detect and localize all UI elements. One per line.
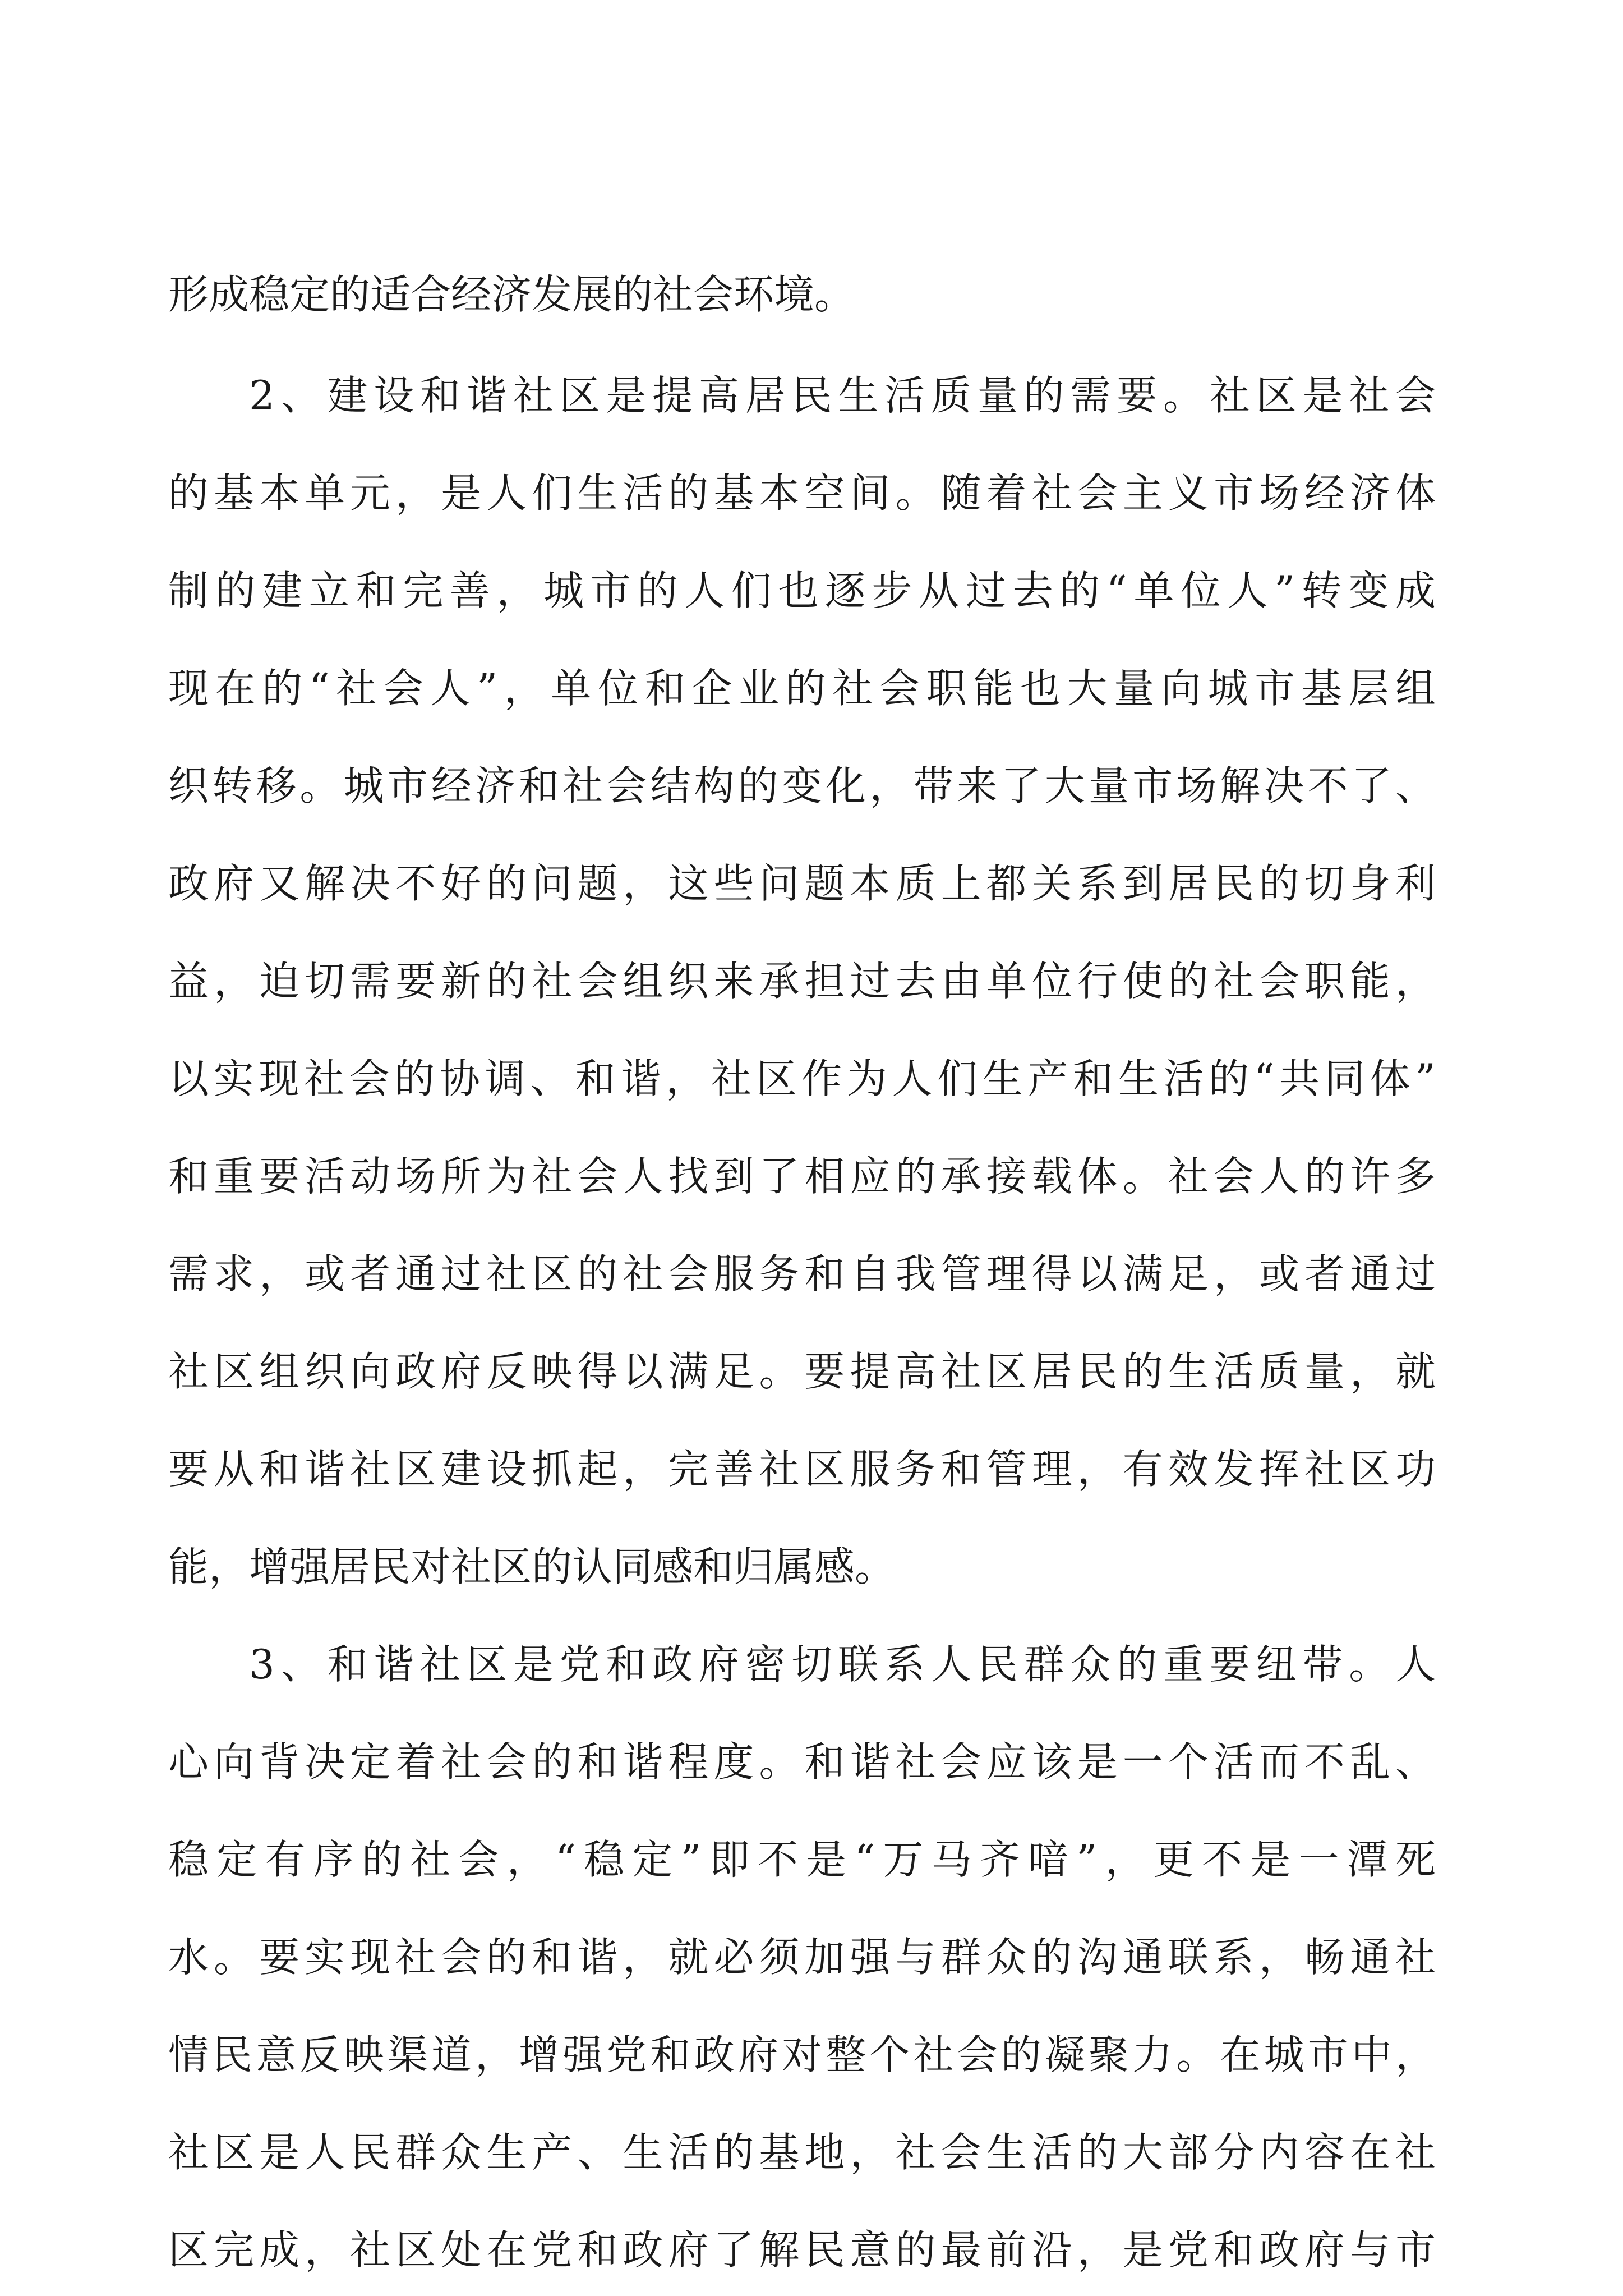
text-line: 稳定有序的社会，“稳定”即不是“万马齐喑”，更不是一潭死 <box>168 1836 1436 1883</box>
text-line: 情民意反映渠道，增强党和政府对整个社会的凝聚力。在城市中， <box>168 2031 1436 2078</box>
text-line: 形成稳定的适合经济发展的社会环境。 <box>168 271 855 318</box>
paragraph-start-line: 2、建设和谐社区是提高居民生活质量的需要。社区是社会 <box>249 372 1436 419</box>
text-line: 现在的“社会人”，单位和企业的社会职能也大量向城市基层组 <box>168 665 1436 712</box>
text-line: 心向背决定着社会的和谐程度。和谐社会应该是一个活而不乱、 <box>168 1738 1436 1786</box>
text-line: 和重要活动场所为社会人找到了相应的承接载体。社会人的许多 <box>168 1153 1436 1200</box>
text-line: 需求，或者通过社区的社会服务和自我管理得以满足，或者通过 <box>168 1250 1436 1297</box>
text-line: 区完成，社区处在党和政府了解民意的最前沿，是党和政府与市 <box>168 2226 1436 2274</box>
text-line: 要从和谐社区建设抓起，完善社区服务和管理，有效发挥社区功 <box>168 1446 1436 1493</box>
text-line: 织转移。城市经济和社会结构的变化，带来了大量市场解决不了、 <box>168 762 1436 809</box>
paragraph-start-line: 3、和谐社区是党和政府密切联系人民群众的重要纽带。人 <box>249 1641 1436 1688</box>
text-line: 政府又解决不好的问题，这些问题本质上都关系到居民的切身利 <box>168 860 1436 907</box>
text-line: 社区组织向政府反映得以满足。要提高社区居民的生活质量，就 <box>168 1348 1436 1395</box>
text-line: 能，增强居民对社区的认同感和归属感。 <box>168 1543 896 1590</box>
text-line: 的基本单元，是人们生活的基本空间。随着社会主义市场经济体 <box>168 470 1436 517</box>
text-line: 制的建立和完善，城市的人们也逐步从过去的“单位人”转变成 <box>168 567 1436 614</box>
text-line: 以实现社会的协调、和谐，社区作为人们生产和生活的“共同体” <box>168 1055 1436 1102</box>
text-line: 益，迫切需要新的社会组织来承担过去由单位行使的社会职能， <box>168 958 1436 1005</box>
text-line: 水。要实现社会的和谐，就必须加强与群众的沟通联系，畅通社 <box>168 1934 1436 1981</box>
text-line: 社区是人民群众生产、生活的基地，社会生活的大部分内容在社 <box>168 2129 1436 2176</box>
